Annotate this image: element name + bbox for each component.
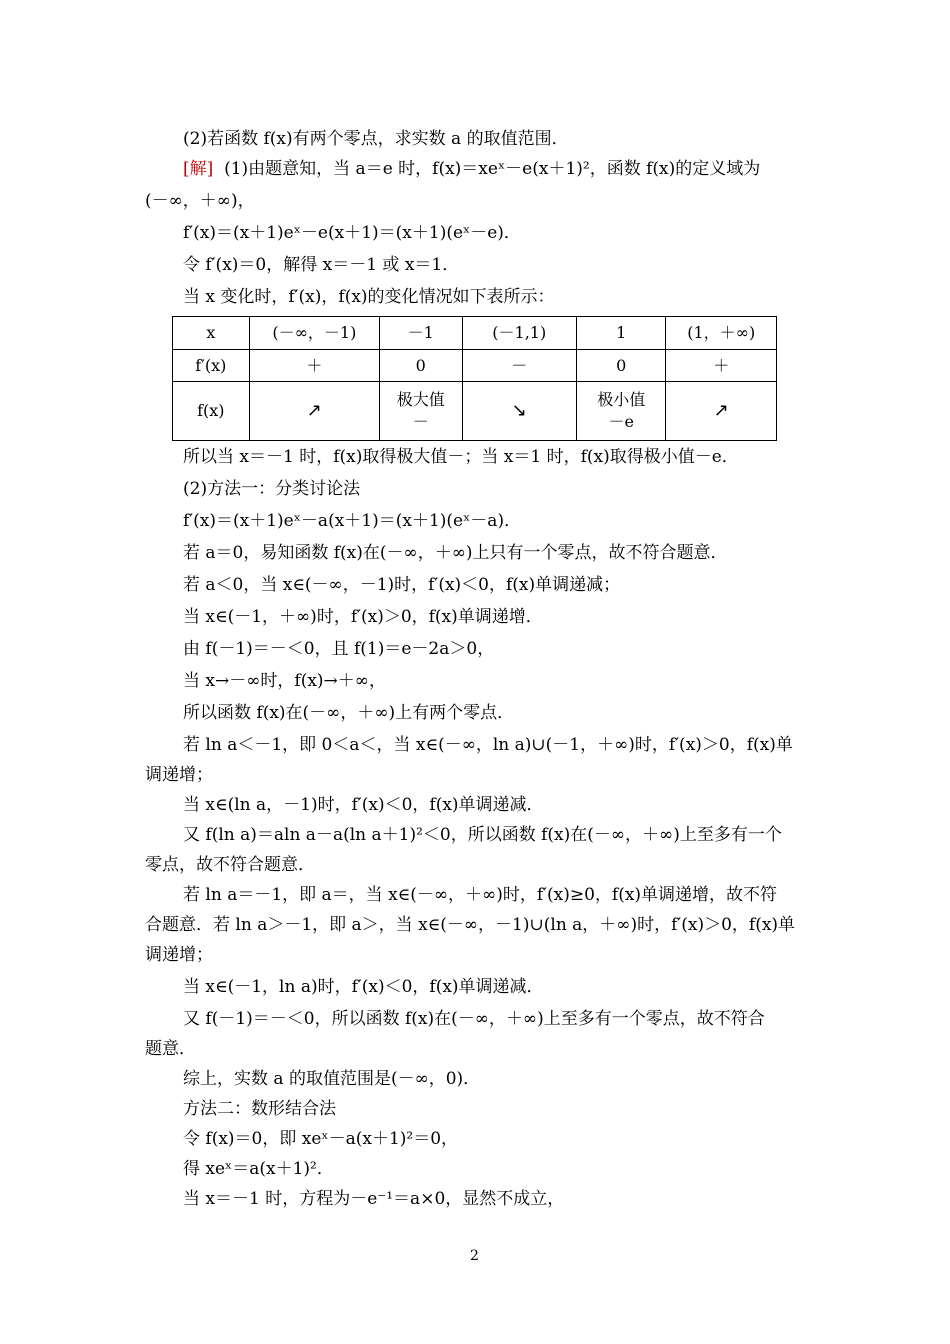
text-line: 所以当 x＝－1 时，f(x)取得极大值－；当 x＝1 时，f(x)取得极小值－e．	[183, 447, 739, 467]
text-line: 所以函数 f(x)在(－∞，＋∞)上有两个零点．	[183, 703, 515, 723]
decreasing-arrow-icon: ↘	[462, 382, 576, 441]
text-line: 令 f(x)＝0，即 xeˣ－a(x＋1)²＝0，	[183, 1129, 459, 1149]
text-line: 又 f(－1)＝－＜0，所以函数 f(x)在(－∞，＋∞)上至多有一个零点，故不符合	[183, 1009, 765, 1029]
text-line: 当 x∈(－1，＋∞)时，f′(x)＞0，f(x)单调递增．	[183, 607, 543, 627]
increasing-arrow-icon: ↗	[666, 382, 777, 441]
text-span: (1)由题意知，当 a＝e 时，f(x)＝xeˣ－e(x＋1)²，函数 f(x)的定义域为	[224, 159, 761, 179]
table-cell: ＋	[666, 350, 777, 382]
table-cell	[379, 382, 462, 441]
table-row	[173, 350, 777, 382]
text-line: 若 ln a＜－1，即 0＜a＜，当 x∈(－∞，ln a)∪(－1，＋∞)时，f′(x)＞0，f(x)单	[183, 735, 793, 755]
text-line: 当 x＝－1 时，方程为－e⁻¹＝a×0，显然不成立，	[183, 1189, 565, 1209]
text-line: (2)方法一：分类讨论法	[183, 479, 361, 499]
table-cell: x	[173, 317, 250, 350]
table-cell: (－∞，－1)	[249, 317, 379, 350]
text-line: (－∞，＋∞)，	[145, 191, 255, 211]
text-line: f′(x)＝(x＋1)eˣ－a(x＋1)＝(x＋1)(eˣ－a)．	[183, 511, 522, 531]
text-line: f′(x)＝(x＋1)eˣ－e(x＋1)＝(x＋1)(eˣ－e)．	[183, 223, 521, 243]
table-cell: ＋	[249, 350, 379, 382]
table-cell: (－1,1)	[462, 317, 576, 350]
text-line: 当 x→－∞时，f(x)→＋∞，	[183, 671, 386, 691]
table-cell	[576, 382, 666, 441]
table-cell: 0	[576, 350, 666, 382]
text-line: 零点，故不符合题意．	[145, 855, 315, 875]
min-value: －e	[608, 412, 634, 431]
table-row	[173, 382, 777, 441]
text-line: 合题意．若 ln a＞－1，即 a＞，当 x∈(－∞，－1)∪(ln a，＋∞)时，f′(x)＞0，f(x)单	[145, 915, 796, 935]
min-value-label: 极小值	[597, 390, 646, 409]
increasing-arrow-icon: ↗	[249, 382, 379, 441]
text-line: 当 x∈(ln a，－1)时，f′(x)＜0，f(x)单调递减．	[183, 795, 544, 815]
text-line: (2)若函数 f(x)有两个零点，求实数 a 的取值范围．	[183, 129, 569, 149]
text-line: 调递增；	[145, 765, 213, 785]
text-line: 题意．	[145, 1039, 196, 1059]
table-cell: 0	[379, 350, 462, 382]
variation-table	[172, 316, 777, 441]
table-cell: f′(x)	[173, 350, 250, 382]
max-value-label: 极大值	[396, 390, 445, 409]
text-line: 令 f′(x)＝0，解得 x＝－1 或 x＝1．	[183, 255, 460, 275]
text-line: 当 x 变化时，f′(x)，f(x)的变化情况如下表所示：	[183, 287, 555, 307]
text-line: 由 f(－1)＝－＜0，且 f(1)＝e－2a＞0，	[183, 639, 495, 659]
table-cell: －	[462, 350, 576, 382]
text-line: 若 ln a＝－1，即 a＝，当 x∈(－∞，＋∞)时，f′(x)≥0，f(x)单调递增，故不符	[183, 885, 778, 905]
text-line: 方法二：数形结合法	[183, 1099, 336, 1119]
solution-line	[183, 159, 760, 179]
text-line: 调递增；	[145, 945, 213, 965]
max-value: －	[412, 412, 429, 431]
text-line: 若 a＜0，当 x∈(－∞，－1)时，f′(x)＜0，f(x)单调递减；	[183, 575, 621, 595]
text-line: 综上，实数 a 的取值范围是(－∞，0)．	[183, 1069, 481, 1089]
page-number: 2	[470, 1248, 479, 1264]
table-cell: (1，＋∞)	[666, 317, 777, 350]
table-cell: f(x)	[173, 382, 250, 441]
text-line: 若 a＝0，易知函数 f(x)在(－∞，＋∞)上只有一个零点，故不符合题意．	[183, 543, 728, 563]
solution-tag: [解]	[183, 159, 214, 179]
text-line: 当 x∈(－1，ln a)时，f′(x)＜0，f(x)单调递减．	[183, 977, 544, 997]
text-line: 又 f(ln a)＝aln a－a(ln a＋1)²＜0，所以函数 f(x)在(－∞，＋∞)上至多有一个	[183, 825, 782, 845]
table-row	[173, 317, 777, 350]
table-cell: －1	[379, 317, 462, 350]
text-line: 得 xeˣ＝a(x＋1)²．	[183, 1159, 334, 1179]
table-cell: 1	[576, 317, 666, 350]
